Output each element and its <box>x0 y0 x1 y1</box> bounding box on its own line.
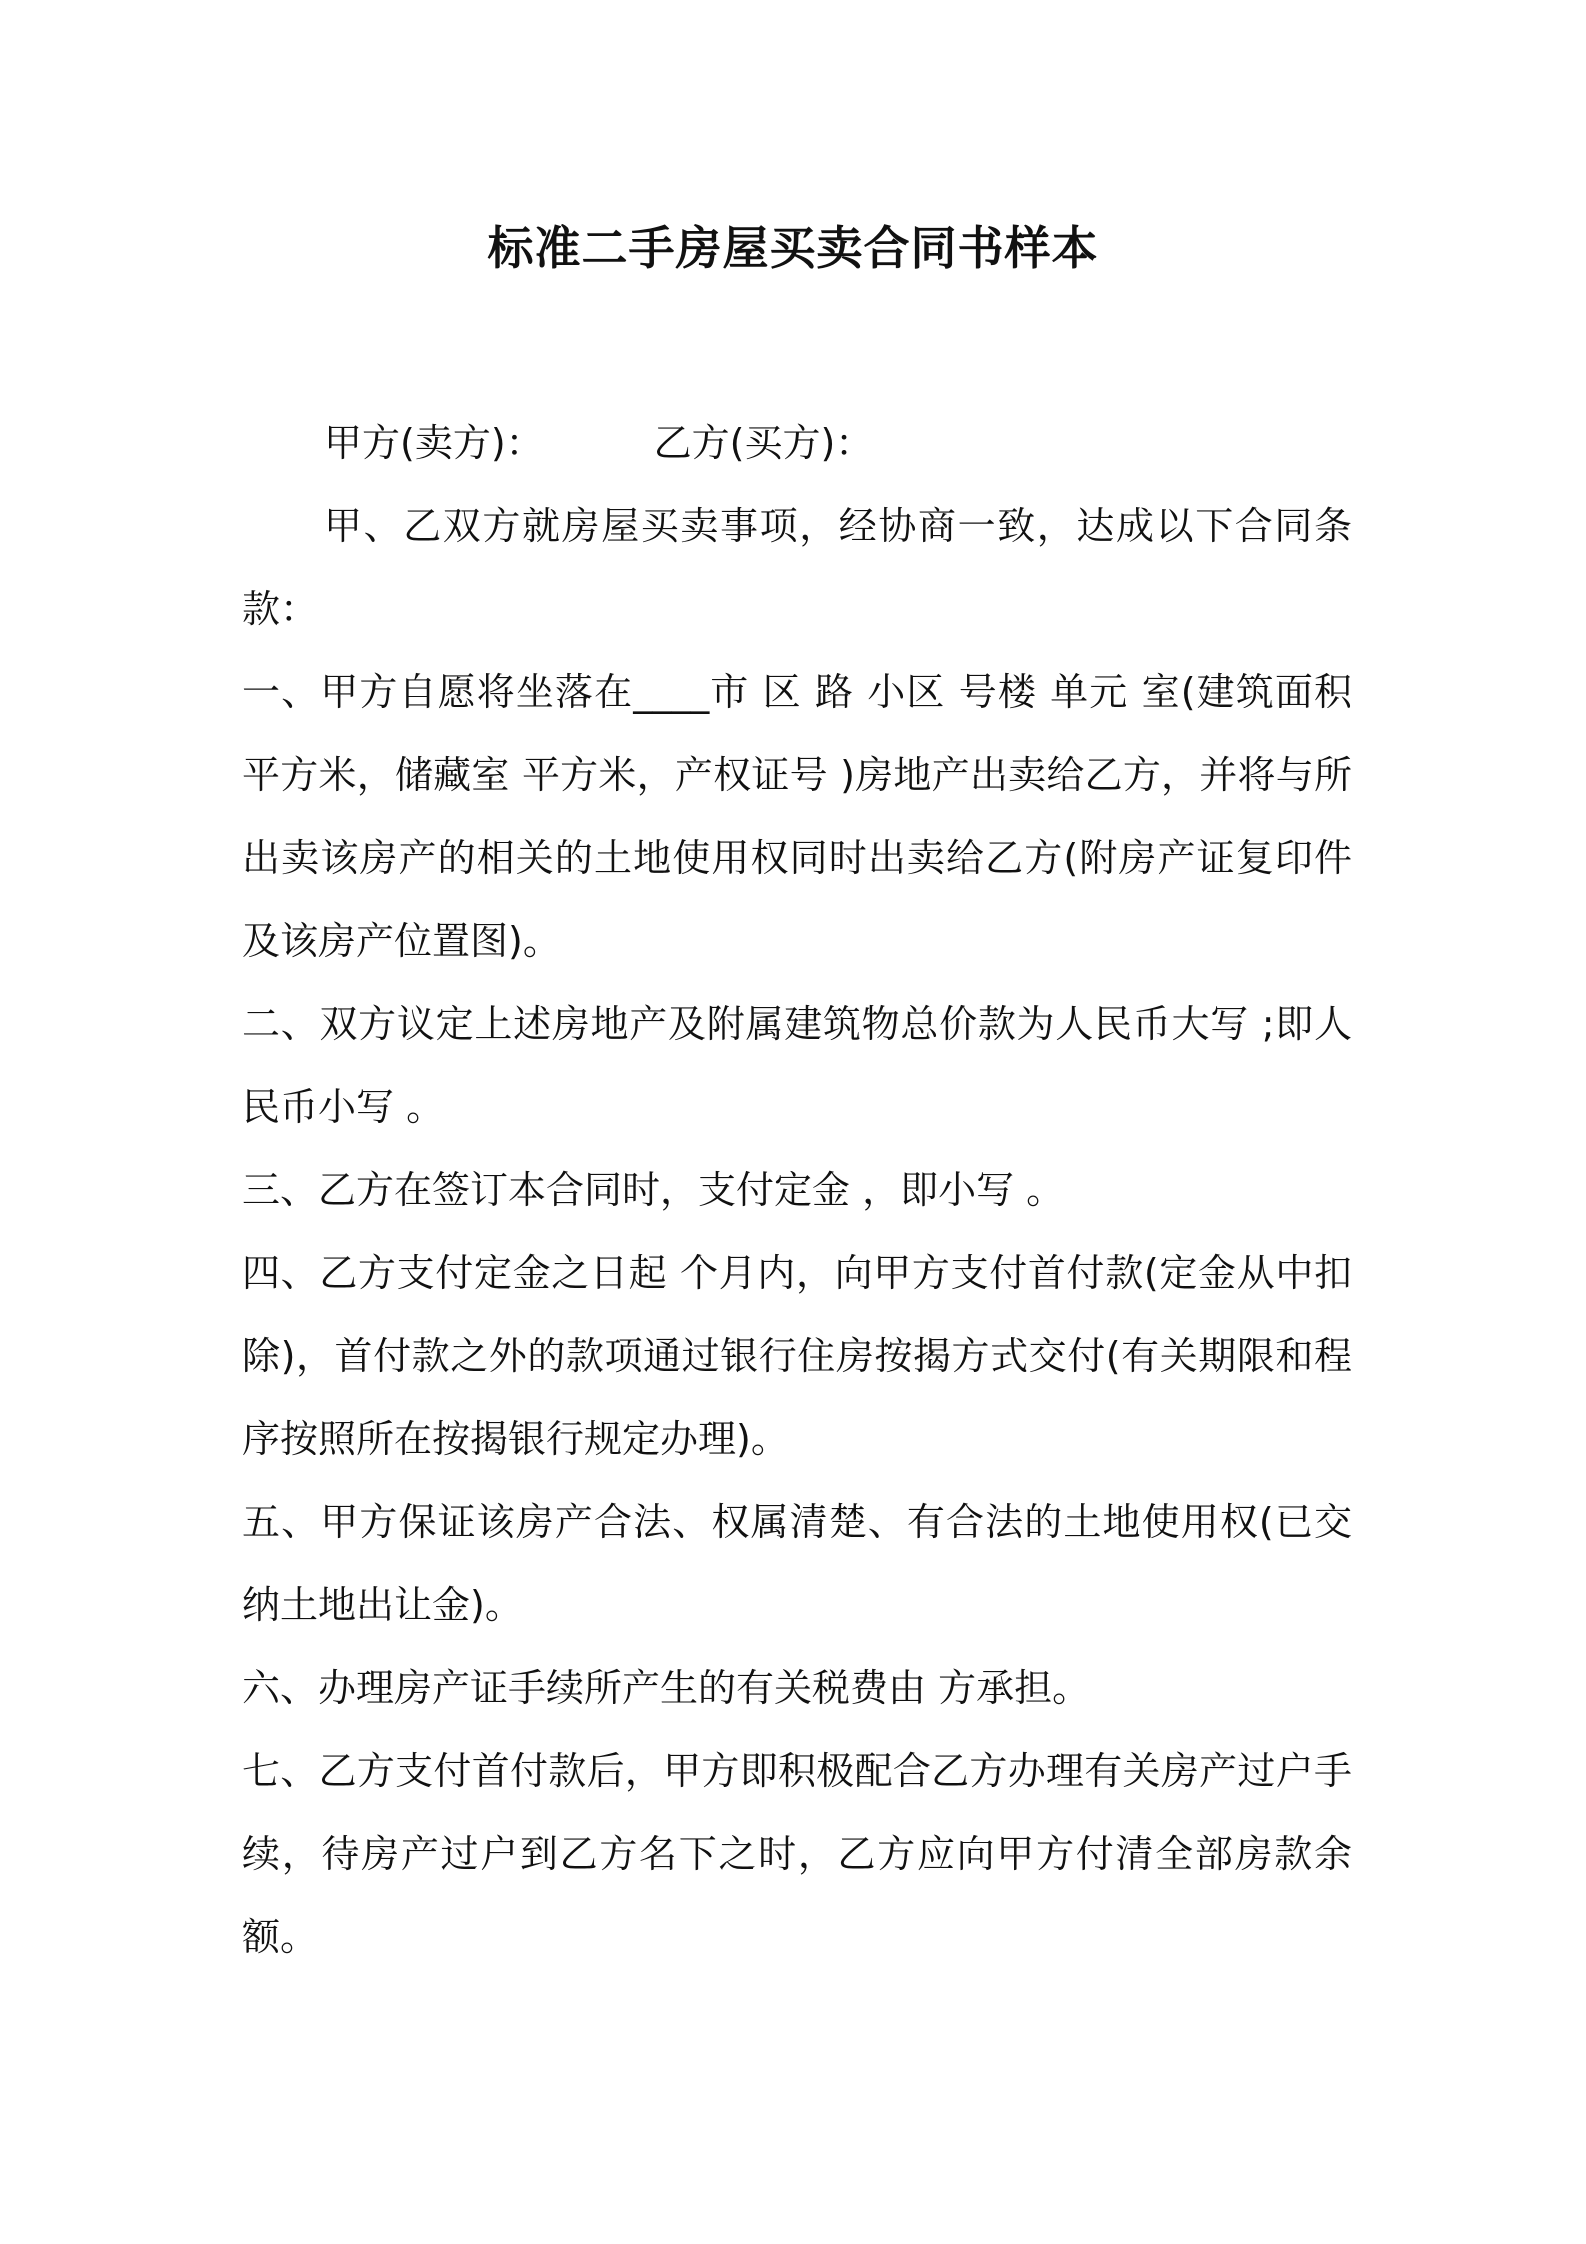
document-title: 标准二手房屋买卖合同书样本 <box>487 221 1099 275</box>
clause-2: 二、双方议定上述房地产及附属建筑物总价款为人民币大写 ;即人民币小写 。 <box>242 1002 1352 1129</box>
clause-3: 三、乙方在签订本合同时，支付定金 ，即小写 。 <box>242 1168 1065 1212</box>
document-body <box>242 402 1352 1979</box>
clause-7: 七、乙方支付首付款后，甲方即积极配合乙方办理有关房产过户手续，待房产过户到乙方名下之时，乙方应向甲方付清全部房款余额。 <box>242 1749 1352 1959</box>
clause-6: 六、办理房产证手续所产生的有关税费由 方承担。 <box>242 1666 1091 1710</box>
clause-1: 一、甲方自愿将坐落在____市 区 路 小区 号楼 单元 室(建筑面积 平方米，储藏室 平方米，产权证号 )房地产出卖给乙方，并将与所出卖该房产的相关的土地使用权同时出卖给乙方(附房产证复印件及该房产位置图)。 <box>242 670 1352 963</box>
parties-line <box>242 402 1352 485</box>
party-b-label: 乙方(买方)： <box>653 421 874 465</box>
intro-paragraph: 甲、乙双方就房屋买卖事项，经协商一致，达成以下合同条款： <box>242 504 1352 631</box>
party-a-label: 甲方(卖方)： <box>324 421 544 465</box>
clause-5: 五、甲方保证该房产合法、权属清楚、有合法的土地使用权(已交纳土地出让金)。 <box>242 1500 1352 1627</box>
clause-4: 四、乙方支付定金之日起 个月内，向甲方支付首付款(定金从中扣除)，首付款之外的款项通过银行住房按揭方式交付(有关期限和程序按照所在按揭银行规定办理)。 <box>242 1251 1352 1461</box>
